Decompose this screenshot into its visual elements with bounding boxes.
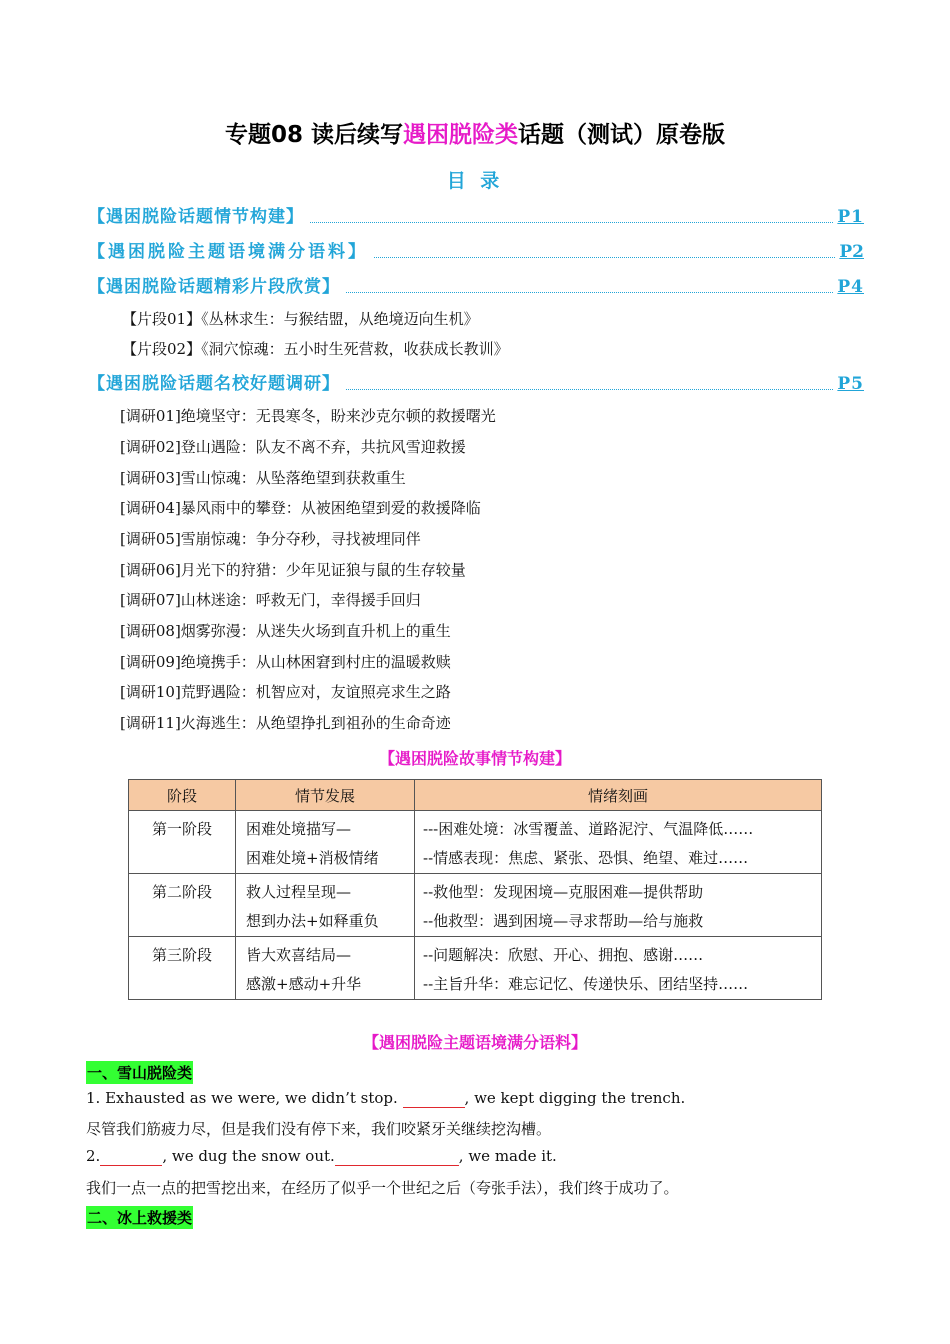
- plot-line: 感激+感动+升华: [246, 975, 362, 993]
- toc-page-link[interactable]: P2: [839, 242, 864, 262]
- toc-entry[interactable]: [88, 271, 864, 297]
- plot-line: 困难处境+消极情绪: [246, 849, 379, 867]
- answer-blank[interactable]: [403, 1089, 465, 1108]
- toc-leader: [346, 291, 833, 293]
- emotion-line: --问题解决：欣慰、开心、拥抱、感谢……: [423, 946, 704, 964]
- toc-fragment[interactable]: 【片段01】《丛林求生：与猴结盟，从绝境迈向生机》: [122, 310, 479, 328]
- toc-page-link[interactable]: P4: [837, 277, 864, 297]
- plot-line: 想到办法+如释重负: [246, 912, 379, 930]
- toc-heading: 目 录: [446, 170, 504, 192]
- toc-entry-label[interactable]: 【遇困脱险主题语境满分语料】: [88, 242, 368, 262]
- emotion-line: ---困难处境：冰雪覆盖、道路泥泞、气温降低……: [423, 820, 754, 838]
- toc-leader: [374, 256, 835, 258]
- plot-line: 皆大欢喜结局—: [246, 946, 352, 964]
- toc-page-link[interactable]: P1: [837, 207, 864, 227]
- toc-research-item[interactable]: [调研10]荒野遇险：机智应对，友谊照亮求生之路: [120, 683, 451, 701]
- emotion-line: --救他型：发现困境—克服困难—提供帮助: [423, 883, 704, 901]
- toc-research-item[interactable]: [调研09]绝境携手：从山林困窘到村庄的温暖救赎: [120, 653, 451, 671]
- plot-cell: [236, 811, 415, 874]
- emotion-line: --他救型：遇到困境—寻求帮助—给与施救: [423, 912, 704, 930]
- translation-line: 尽管我们筋疲力尽，但是我们没有停下来，我们咬紧牙关继续挖沟槽。: [86, 1120, 552, 1138]
- toc-entry[interactable]: [88, 236, 864, 262]
- corpus-section-heading: 【遇困脱险主题语境满分语料】: [362, 1033, 587, 1052]
- toc-leader: [310, 221, 833, 223]
- title-prefix: 专题08 读后续写: [224, 122, 403, 148]
- page-title: [0, 116, 950, 149]
- emotion-cell: [415, 937, 822, 1000]
- subsection-heading: 一、雪山脱险类: [86, 1061, 193, 1084]
- plot-cell: [236, 937, 415, 1000]
- table-row: [129, 874, 822, 937]
- exercise-text: , we made it.: [458, 1147, 557, 1165]
- stage-cell: 第二阶段: [129, 874, 236, 937]
- toc-entry-label[interactable]: 【遇困脱险话题情节构建】: [88, 207, 304, 227]
- column-header: 阶段: [129, 780, 236, 811]
- column-header: 情绪刻画: [415, 780, 822, 811]
- toc-fragment[interactable]: 【片段02】《洞穴惊魂：五小时生死营救，收获成长教训》: [122, 340, 509, 358]
- exercise-item: [86, 1147, 557, 1166]
- title-suffix: 话题（测试）原卷版: [518, 122, 725, 148]
- stage-cell: 第一阶段: [129, 811, 236, 874]
- toc-research-item[interactable]: [调研11]火海逃生：从绝望挣扎到祖孙的生命奇迹: [120, 714, 451, 732]
- plot-table: [128, 779, 822, 1000]
- table-row: [129, 811, 822, 874]
- toc-research-item[interactable]: [调研03]雪山惊魂：从坠落绝望到获救重生: [120, 469, 406, 487]
- toc-research-item[interactable]: [调研04]暴风雨中的攀登：从被困绝望到爱的救援降临: [120, 499, 481, 517]
- column-header: 情节发展: [236, 780, 415, 811]
- exercise-text: 1. Exhausted as we were, we didn’t stop.: [86, 1089, 403, 1107]
- exercise-text: , we kept digging the trench.: [464, 1089, 686, 1107]
- toc-leader: [346, 388, 833, 390]
- answer-blank[interactable]: [100, 1147, 162, 1166]
- plot-section-heading: 【遇困脱险故事情节构建】: [378, 749, 571, 768]
- toc-research-item[interactable]: [调研08]烟雾弥漫：从迷失火场到直升机上的重生: [120, 622, 451, 640]
- table-header-row: [129, 780, 822, 811]
- table-row: [129, 937, 822, 1000]
- exercise-item: [86, 1089, 685, 1108]
- plot-line: 困难处境描写—: [246, 820, 352, 838]
- toc-entry[interactable]: [88, 201, 864, 227]
- toc-research-item[interactable]: [调研02]登山遇险：队友不离不弃，共抗风雪迎救援: [120, 438, 466, 456]
- title-highlight: 遇困脱险类: [403, 122, 518, 148]
- toc-entry[interactable]: [88, 368, 864, 394]
- toc-research-item[interactable]: [调研05]雪崩惊魂：争分夺秒，寻找被埋同伴: [120, 530, 421, 548]
- plot-cell: [236, 874, 415, 937]
- exercise-text: 2.: [86, 1147, 101, 1165]
- toc-page-link[interactable]: P5: [837, 374, 864, 394]
- plot-line: 救人过程呈现—: [246, 883, 352, 901]
- emotion-line: --情感表现：焦虑、紧张、恐惧、绝望、难过……: [423, 849, 749, 867]
- translation-line: 我们一点一点的把雪挖出来，在经历了似乎一个世纪之后（夸张手法），我们终于成功了。: [86, 1179, 679, 1197]
- toc-entry-label[interactable]: 【遇困脱险话题精彩片段欣赏】: [88, 277, 340, 297]
- toc-research-item[interactable]: [调研06]月光下的狩猎：少年见证狼与鼠的生存较量: [120, 561, 466, 579]
- answer-blank[interactable]: [335, 1147, 459, 1166]
- emotion-cell: [415, 811, 822, 874]
- emotion-cell: [415, 874, 822, 937]
- toc-research-item[interactable]: [调研01]绝境坚守：无畏寒冬，盼来沙克尔顿的救援曙光: [120, 407, 496, 425]
- exercise-text: , we dug the snow out.: [162, 1147, 335, 1165]
- subsection-heading: 二、冰上救援类: [86, 1206, 193, 1229]
- emotion-line: --主旨升华：难忘记忆、传递快乐、团结坚持……: [423, 975, 749, 993]
- toc-research-item[interactable]: [调研07]山林迷途：呼救无门，幸得援手回归: [120, 591, 421, 609]
- toc-entry-label[interactable]: 【遇困脱险话题名校好题调研】: [88, 374, 340, 394]
- stage-cell: 第三阶段: [129, 937, 236, 1000]
